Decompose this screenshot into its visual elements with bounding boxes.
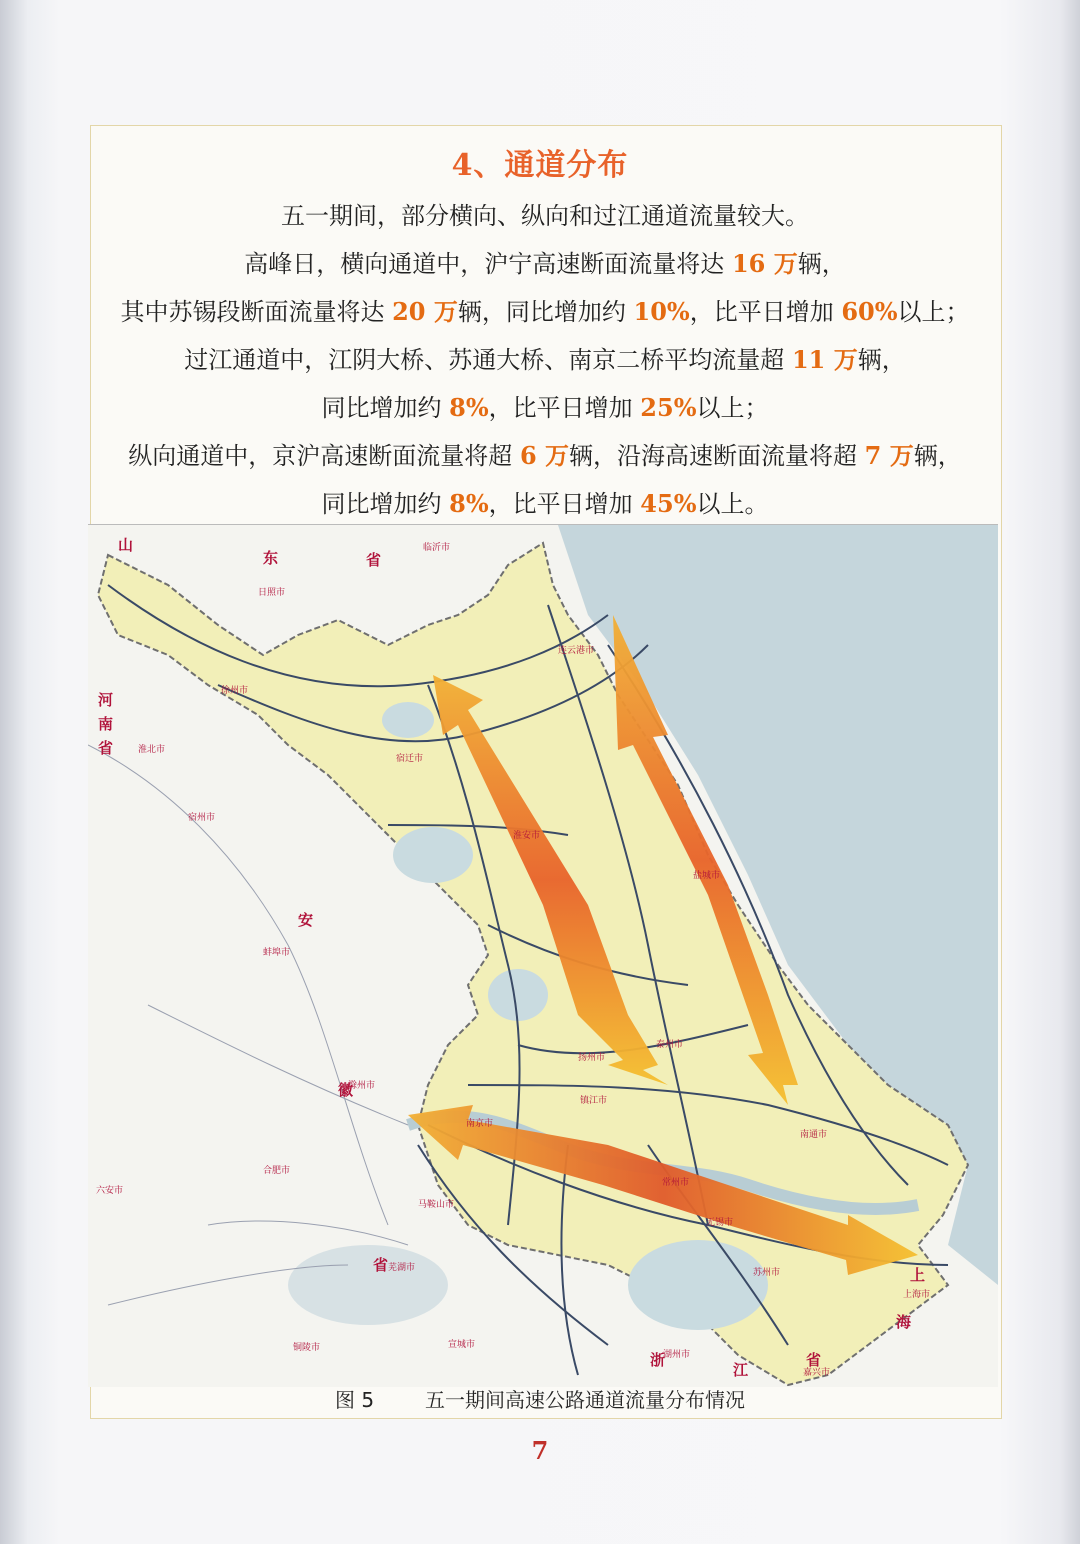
city-changzhou: 常州市 [662,1178,690,1188]
city-suqian: 宿迁市 [396,754,424,764]
province-henan-2: 南 [98,715,114,733]
city-linyi: 临沂市 [423,543,451,553]
city-suzhou: 苏州市 [753,1268,781,1278]
text-line-7: 同比增加约 8%，比平日增加 45%以上。 [321,489,769,518]
province-shandong-2: 东 [263,549,279,567]
text-line-4: 过江通道中，江阴大桥、苏通大桥、南京二桥平均流量超 11 万辆， [184,345,906,374]
text-line-1: 五一期间，部分横向、纵向和过江通道流量较大。 [281,202,809,230]
city-yangzhou: 扬州市 [578,1053,606,1063]
province-anhui-2: 徽 [338,1081,354,1099]
city-huzhou: 湖州市 [663,1350,691,1360]
province-shandong-3: 省 [366,551,382,569]
city-yancheng: 盐城市 [693,871,721,881]
province-shanghai-2: 海 [896,1313,912,1331]
city-bengbu: 蚌埠市 [263,948,291,958]
city-hefei: 合肥市 [263,1166,291,1176]
figure-title: 五一期间高速公路通道流量分布情况 [424,1388,745,1412]
city-chuzhou: 滁州市 [348,1081,376,1091]
province-shandong-1: 山 [118,536,134,554]
section-title: 4、通道分布 [451,148,629,183]
city-tongling: 铜陵市 [293,1343,321,1353]
city-lianyungang: 连云港市 [558,646,595,656]
text-line-3: 其中苏锡段断面流量将达 20 万辆，同比增加约 10%，比平日增加 60%以上； [120,297,970,326]
luoma-lake [382,702,434,738]
city-luan: 六安市 [96,1186,124,1196]
city-rizhao: 日照市 [258,588,286,598]
city-xuancheng: 宣城市 [448,1340,476,1350]
city-zhenjiang: 镇江市 [580,1096,608,1106]
province-shanghai-1: 上 [910,1266,926,1284]
province-henan-1: 河 [98,691,114,709]
text-line-5: 同比增加约 8%，比平日增加 25%以上； [321,393,769,422]
paragraph [95,192,995,528]
province-zhejiang-2: 江 [733,1361,749,1379]
province-zhejiang-3: 省 [806,1351,822,1369]
city-shanghai: 上海市 [903,1290,931,1300]
figure-number: 图 5 [335,1388,375,1412]
city-taizhou: 泰州市 [656,1040,684,1050]
province-anhui-1: 安 [298,911,314,929]
page-number: 7 [531,1436,549,1465]
province-zhejiang-1: 浙 [650,1351,666,1369]
hongze-lake [393,827,473,883]
traffic-map [88,524,998,1387]
city-huaibei: 淮北市 [138,745,166,755]
city-xuzhou: 徐州市 [221,686,249,696]
text-line-2: 高峰日，横向通道中，沪宁高速断面流量将达 16 万辆， [244,249,846,278]
city-wuxi: 无锡市 [706,1218,734,1228]
figure-caption [0,1384,1080,1413]
city-suzhou-ah: 宿州市 [188,813,216,823]
chaohu-lake [288,1245,448,1325]
city-maanshan: 马鞍山市 [418,1200,455,1210]
city-huaian: 淮安市 [513,831,541,841]
province-anhui-3: 省 [373,1256,389,1274]
gaoyou-lake [488,969,548,1021]
province-henan-3: 省 [98,739,114,757]
text-line-6: 纵向通道中，京沪高速断面流量将超 6 万辆，沿海高速断面流量将超 7 万辆， [128,441,962,470]
city-nantong: 南通市 [800,1130,828,1140]
city-nanjing: 南京市 [466,1119,494,1129]
city-wuhu: 芜湖市 [388,1263,416,1273]
city-jiaxing: 嘉兴市 [803,1368,831,1378]
